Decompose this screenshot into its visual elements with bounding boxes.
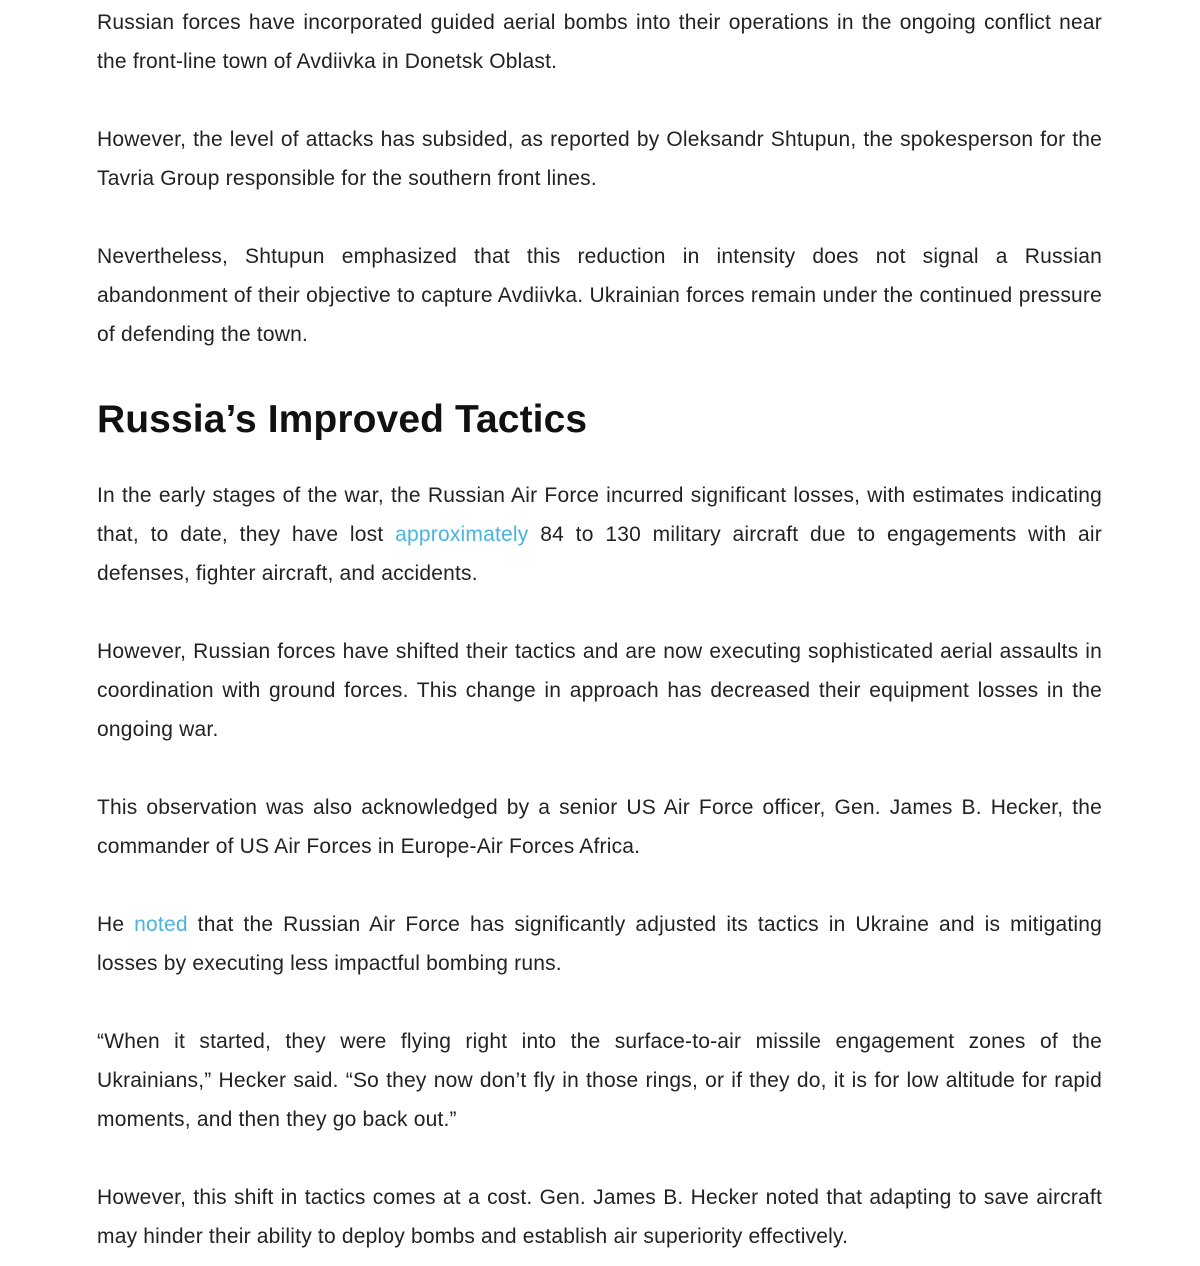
paragraph-text-after-link: 84 to 130 military aircraft due to engagements with air defenses, fighter aircraft, and accidents. (97, 523, 1102, 585)
paragraph-text-after-link: that the Russian Air Force has significantly adjusted its tactics in Ukraine and is mitigating losses by executing less impactful bombing runs. (97, 913, 1102, 975)
paragraph-hecker-observation: This observation was also acknowledged by a senior US Air Force officer, Gen. James B. Hecker, the commander of US Air Forces in Europe-Air Forces Africa. (97, 796, 1102, 858)
approximately-link[interactable]: approximately (395, 523, 529, 546)
article-body (97, 3, 1102, 1256)
section-heading: Russia’s Improved Tactics (97, 398, 588, 441)
paragraph-shift-cost: However, this shift in tactics comes at a cost. Gen. James B. Hecker noted that adapting to save aircraft may hinder their ability to deploy bombs and establish air superiority effectively. (97, 1186, 1102, 1248)
paragraph-early-losses (97, 476, 1102, 593)
paragraph-attacks-subsided: However, the level of attacks has subsided, as reported by Oleksandr Shtupun, the spokesperson for the Tavria Group responsible for the southern front lines. (97, 128, 1102, 190)
paragraph-shifted-tactics: However, Russian forces have shifted their tactics and are now executing sophisticated aerial assaults in coordination with ground forces. This change in approach has decreased their equipment losses in the ongoing war. (97, 640, 1102, 741)
paragraph-hecker-quote: “When it started, they were flying right into the surface-to-air missile engagement zones of the Ukrainians,” Hecker said. “So they now don’t fly in those rings, or if they do, it is for low altitude for rapid moments, and then they go back out.” (97, 1030, 1102, 1131)
paragraph-text-before-link: In the early stages of the war, the Russian Air Force incurred significant losses, with estimates indicating that, to date, they have lost (97, 484, 1102, 546)
paragraph-shtupun-emphasis: Nevertheless, Shtupun emphasized that this reduction in intensity does not signal a Russian abandonment of their objective to capture Avdiivka. Ukrainian forces remain under the continued pressure of defending the town. (97, 245, 1102, 346)
paragraph-hecker-noted (97, 905, 1102, 983)
paragraph-text-before-link: He (97, 913, 135, 936)
noted-link[interactable]: noted (134, 913, 188, 936)
paragraph-guided-bombs: Russian forces have incorporated guided aerial bombs into their operations in the ongoing conflict near the front-line town of Avdiivka in Donetsk Oblast. (97, 11, 1102, 73)
